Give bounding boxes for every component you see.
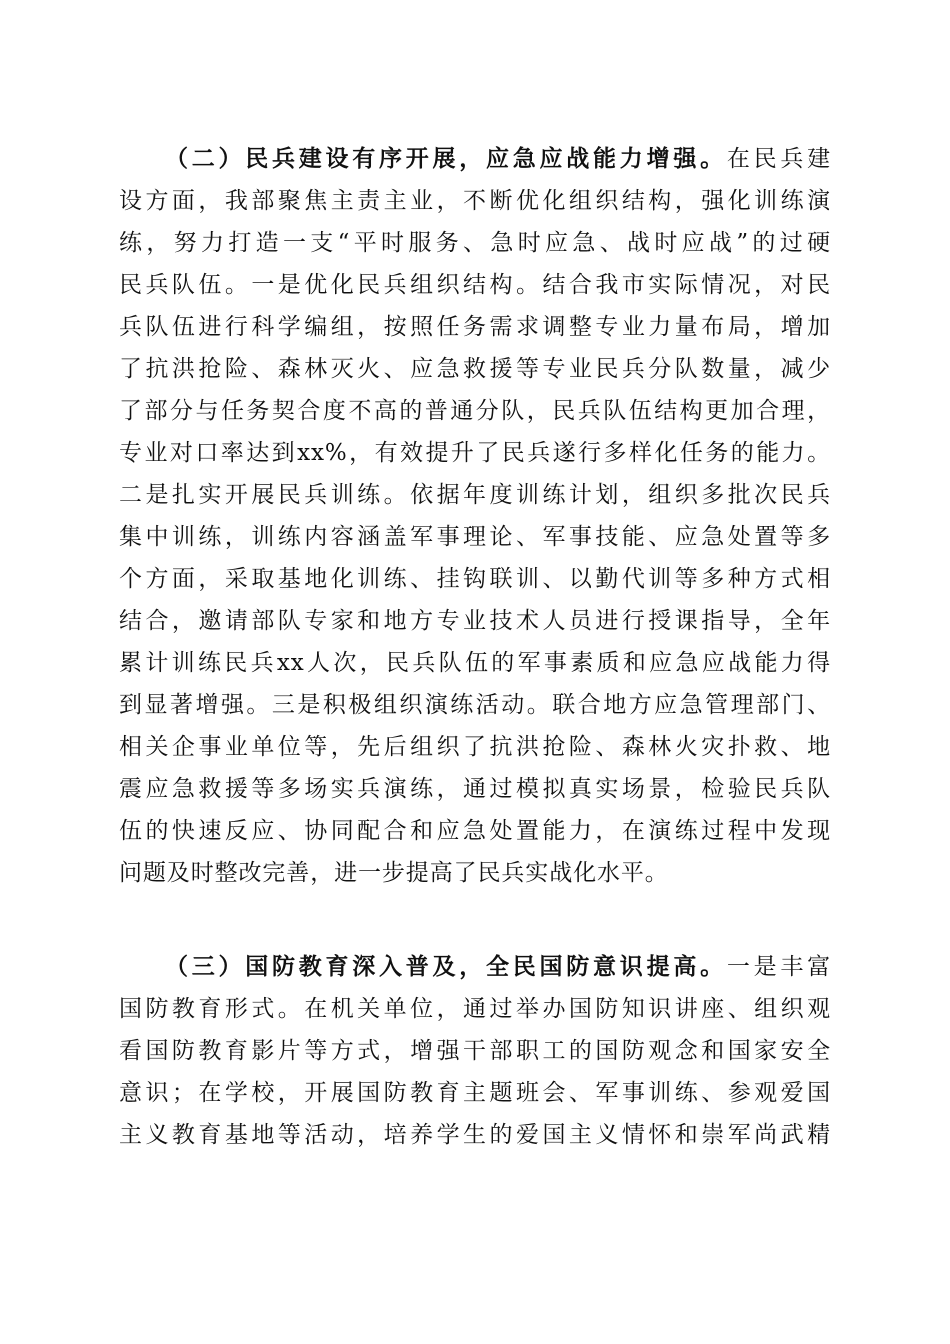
paragraph-defense-education <box>119 946 831 1156</box>
body-text: 一是丰富 <box>726 954 831 980</box>
body-line: 专业对口率达到xx%，有效提升了民兵遂行多样化任务的能力。 <box>119 440 831 466</box>
body-line: 相关企事业单位等，先后组织了抗洪抢险、森林火灾扑救、地 <box>119 734 831 760</box>
body-line: 到显著增强。三是积极组织演练活动。联合地方应急管理部门、 <box>119 692 831 718</box>
body-line: 主义教育基地等活动，培养学生的爱国主义情怀和崇军尚武精 <box>119 1122 831 1148</box>
body-line: 设方面，我部聚焦主责主业，不断优化组织结构，强化训练演 <box>119 188 831 214</box>
paragraph-first-line <box>119 138 831 180</box>
body-line: 了部分与任务契合度不高的普通分队，民兵队伍结构更加合理， <box>119 398 831 424</box>
body-line: 集中训练，训练内容涵盖军事理论、军事技能、应急处置等多 <box>119 524 831 550</box>
body-line: 国防教育形式。在机关单位，通过举办国防知识讲座、组织观 <box>119 996 831 1022</box>
body-line: 累计训练民兵xx人次，民兵队伍的军事素质和应急应战能力得 <box>119 650 831 676</box>
paragraph-militia-construction <box>119 138 831 894</box>
paragraph-first-line <box>119 946 831 988</box>
body-line: 兵队伍进行科学编组，按照任务需求调整专业力量布局，增加 <box>119 314 831 340</box>
body-line: 结合，邀请部队专家和地方专业技术人员进行授课指导，全年 <box>119 608 831 634</box>
body-line: 问题及时整改完善，进一步提高了民兵实战化水平。 <box>119 860 669 886</box>
section-heading: （三）国防教育深入普及，全民国防意识提高。 <box>165 953 727 980</box>
body-line: 二是扎实开展民兵训练。依据年度训练计划，组织多批次民兵 <box>119 482 831 508</box>
body-line: 了抗洪抢险、森林灭火、应急救援等专业民兵分队数量，减少 <box>119 356 831 382</box>
body-line: 个方面，采取基地化训练、挂钩联训、以勤代训等多种方式相 <box>119 566 831 592</box>
body-line: 震应急救援等多场实兵演练，通过模拟真实场景，检验民兵队 <box>119 776 831 802</box>
body-line: 意识；在学校，开展国防教育主题班会、军事训练、参观爱国 <box>119 1080 831 1106</box>
body-text: 在民兵建 <box>726 146 831 172</box>
body-line: 民兵队伍。一是优化民兵组织结构。结合我市实际情况，对民 <box>119 272 831 298</box>
body-line: 看国防教育影片等方式，增强干部职工的国防观念和国家安全 <box>119 1038 831 1064</box>
body-line: 练，努力打造一支“平时服务、急时应急、战时应战”的过硬 <box>119 230 831 256</box>
body-line: 伍的快速反应、协同配合和应急处置能力，在演练过程中发现 <box>119 818 831 844</box>
section-heading: （二）民兵建设有序开展，应急应战能力增强。 <box>165 145 727 172</box>
